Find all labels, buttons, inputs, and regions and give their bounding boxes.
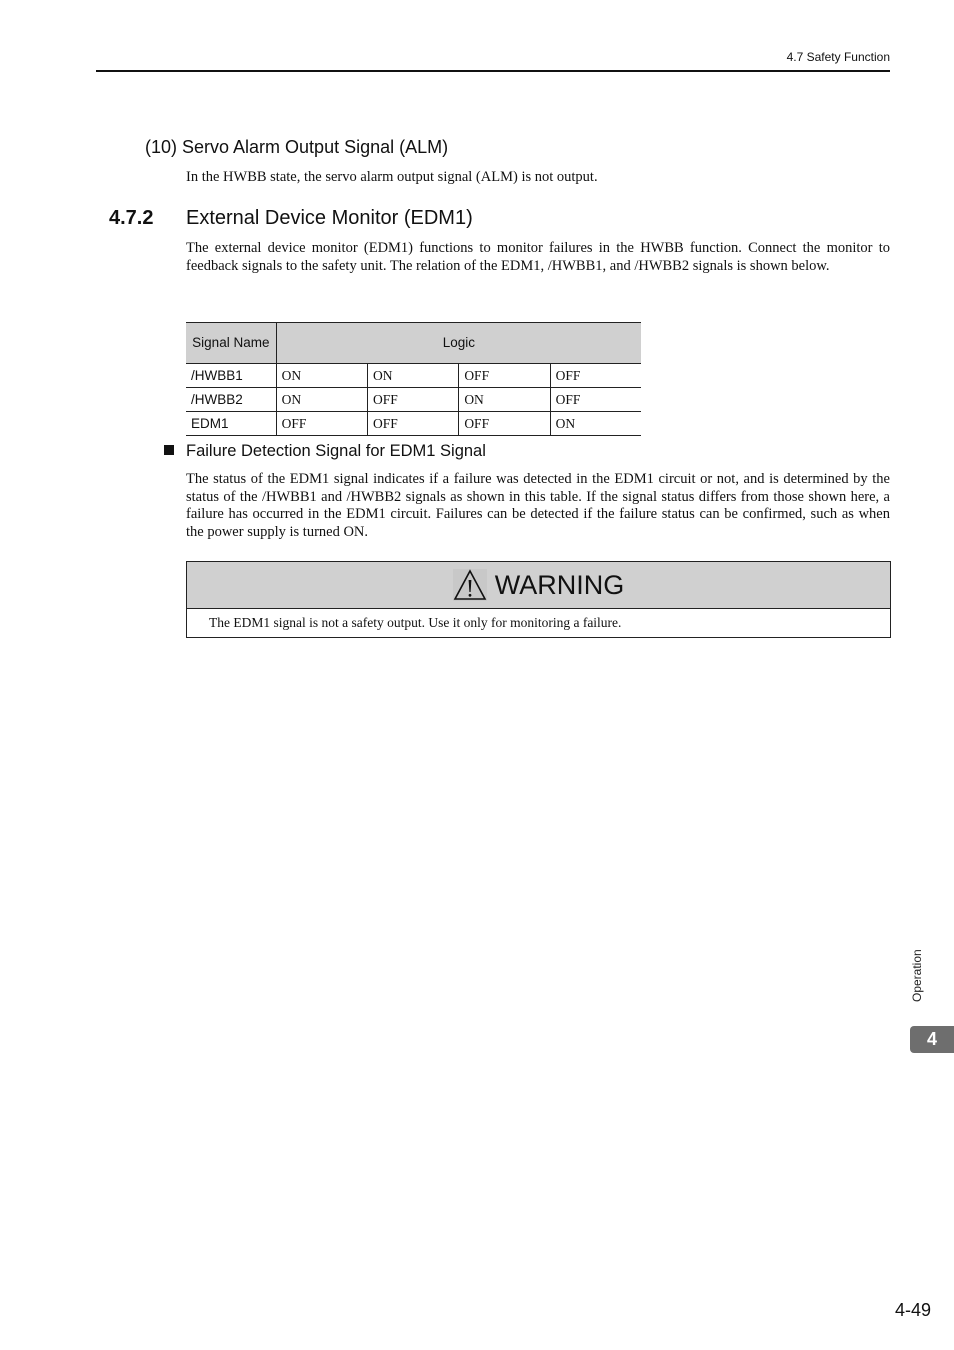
signal-name-cell: /HWBB2 xyxy=(186,388,276,412)
section-heading xyxy=(109,206,473,230)
warning-label: WARNING xyxy=(494,570,625,600)
logic-cell: OFF xyxy=(367,388,458,412)
alm-paragraph: In the HWBB state, the servo alarm output signal (ALM) is not output. xyxy=(186,169,598,185)
section-title: External Device Monitor (EDM1) xyxy=(186,207,473,229)
section-number: 4.7.2 xyxy=(109,207,154,229)
logic-cell: OFF xyxy=(276,412,367,436)
logic-cell: OFF xyxy=(459,364,550,388)
warning-box xyxy=(186,561,891,638)
signal-name-cell: EDM1 xyxy=(186,412,276,436)
square-bullet-icon xyxy=(164,445,174,455)
table-row xyxy=(186,412,641,436)
failure-paragraph: The status of the EDM1 signal indicates if a failure was detected in the EDM1 circuit or not, and is determined by the status of the /HWBB1 and /HWBB2 signals as shown in this table. If the signal status differs from those shown here, a failure has occurred in the EDM1 circuit. Failures can be detected if the failure status can be confirmed, such as when the power supply is turned ON. xyxy=(186,471,890,540)
logic-cell: OFF xyxy=(367,412,458,436)
table-header-row xyxy=(186,323,641,364)
running-header xyxy=(96,50,890,72)
failure-subheading xyxy=(164,441,486,461)
logic-cell: OFF xyxy=(550,364,641,388)
side-chapter-label: Operation xyxy=(910,949,924,1002)
logic-cell: ON xyxy=(276,388,367,412)
header-logic: Logic xyxy=(276,323,641,364)
edm-paragraph: The external device monitor (EDM1) functions to monitor failures in the HWBB function. Connect the monitor to feedback signals to the safety unit. The relation of the EDM1, /HWBB1, and /HWBB2 signals is shown below. xyxy=(186,240,890,274)
logic-table xyxy=(186,322,641,436)
table-row xyxy=(186,364,641,388)
logic-cell: ON xyxy=(367,364,458,388)
logic-cell: OFF xyxy=(550,388,641,412)
chapter-tab: 4 xyxy=(910,1026,954,1053)
logic-cell: ON xyxy=(276,364,367,388)
page-number: 4-49 xyxy=(894,1300,931,1320)
signal-name-cell: /HWBB1 xyxy=(186,364,276,388)
alm-subheading: (10) Servo Alarm Output Signal (ALM) xyxy=(145,137,449,157)
header-section-title: 4.7 Safety Function xyxy=(786,50,890,64)
header-signal-name: Signal Name xyxy=(186,323,276,364)
logic-cell: OFF xyxy=(459,412,550,436)
warning-triangle-icon xyxy=(453,569,487,601)
logic-cell: ON xyxy=(550,412,641,436)
failure-subheading-text: Failure Detection Signal for EDM1 Signal xyxy=(186,442,486,460)
warning-header xyxy=(187,562,890,609)
logic-cell: ON xyxy=(459,388,550,412)
warning-text: The EDM1 signal is not a safety output. Use it only for monitoring a failure. xyxy=(209,615,622,630)
table-row xyxy=(186,388,641,412)
